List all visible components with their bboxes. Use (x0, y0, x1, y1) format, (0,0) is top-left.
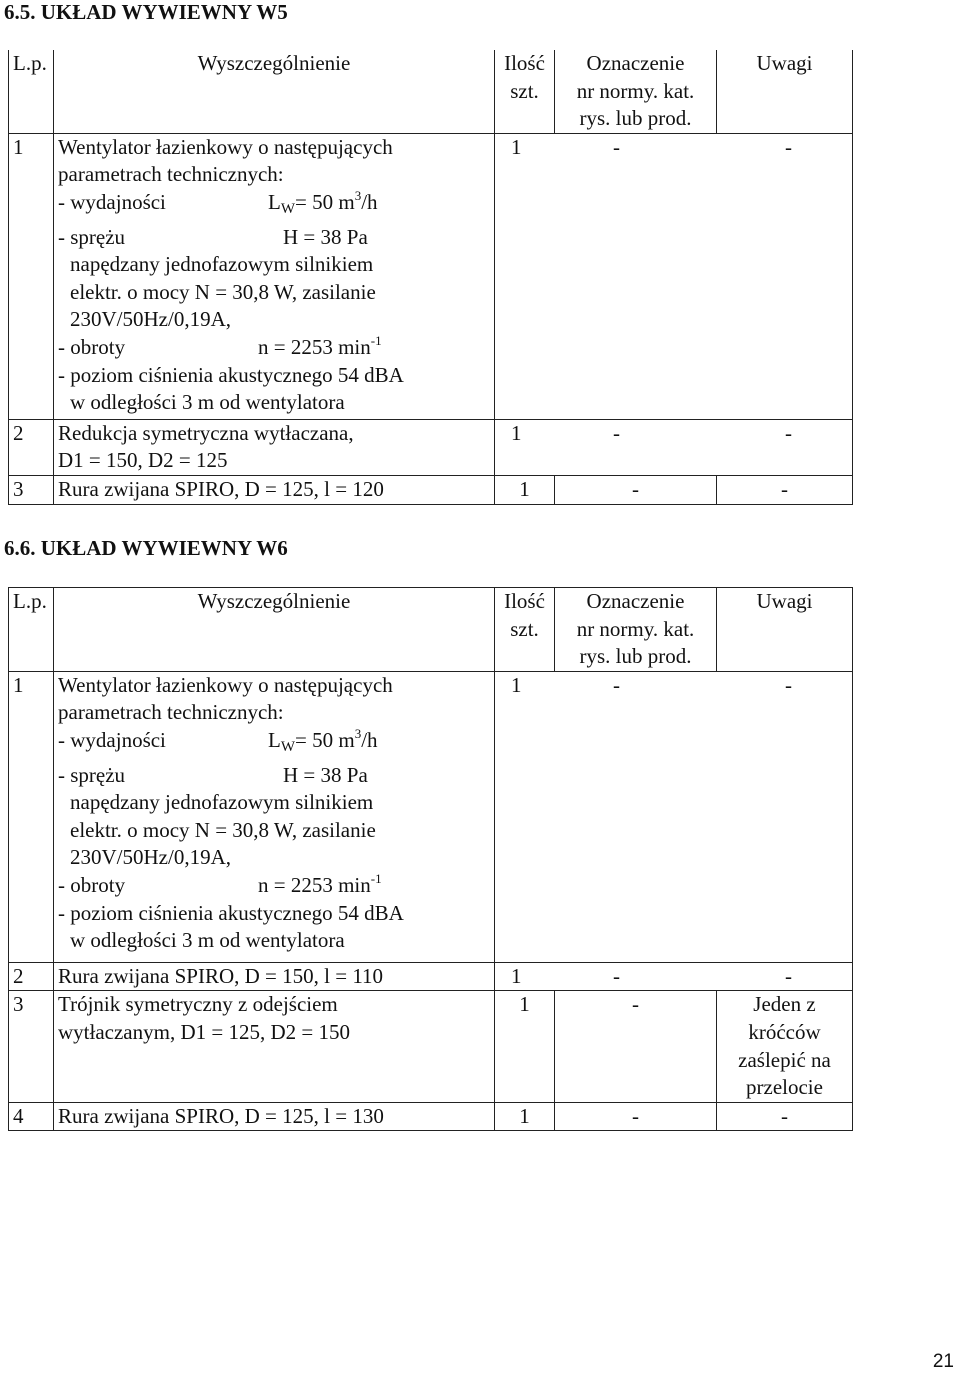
row-designation: - (555, 991, 717, 1102)
row-lp: 4 (9, 1102, 54, 1131)
header-lp: L.p. (9, 50, 54, 133)
table-row (9, 419, 853, 475)
row-lp: 2 (9, 419, 54, 475)
row-values (495, 962, 853, 991)
table-row (9, 991, 853, 1102)
row-qty: 1 (511, 420, 522, 445)
row-lp: 2 (9, 962, 54, 991)
table-row (9, 1102, 853, 1131)
table-header-row (9, 50, 853, 133)
table-row (9, 475, 853, 504)
row-description: Wentylator łazienkowy o następujących parametrach technicznych: - wydajności $L_W= 50$ $m^3/h$ - sprężu H = 38 Pa napędzany jednofazowym silnikiem elektr. o mocy N = 30,8 W, zasilanie 230V/50Hz/0,19A, - obroty n = 2253 $\min^{-1}$ - poziom ciśnienia akustycznego 54 dBA w odległości 3 m od wentylatora (54, 671, 495, 962)
header-name: Wyszczególnienie (54, 588, 495, 672)
row-designation: - (555, 1102, 717, 1131)
row-notes: - (717, 475, 853, 504)
row-description: Rura zwijana SPIRO, D = 150, l = 110 (54, 962, 495, 991)
row-lp: 1 (9, 671, 54, 962)
row-notes: Jeden z króćców zaślepić na przelocie (717, 991, 853, 1102)
header-designation: Oznaczenie nr normy. kat. rys. lub prod. (555, 588, 717, 672)
row-notes: - (785, 963, 792, 988)
row-notes: - (785, 134, 792, 159)
header-lp: L.p. (9, 588, 54, 672)
row-description: Trójnik symetryczny z odejściem wytłaczanym, D1 = 125, D2 = 150 (54, 991, 495, 1102)
row-notes: - (785, 672, 792, 697)
header-qty: Ilość szt. (495, 588, 555, 672)
row-values (495, 671, 853, 962)
row-qty: 1 (511, 672, 522, 697)
table-w6 (8, 587, 853, 1131)
page-number: 21 (932, 1351, 954, 1372)
row-description: Wentylator łazienkowy o następujących parametrach technicznych: - wydajności $L_W= 50$ $m^3/h$ - sprężu H = 38 Pa napędzany jednofazowym silnikiem elektr. o mocy N = 30,8 W, zasilanie 230V/50Hz/0,19A, - obroty n = 2253 $\min^{-1}$ - poziom ciśnienia akustycznego 54 dBA w odległości 3 m od wentylatora (54, 133, 495, 419)
row-qty: 1 (495, 991, 555, 1102)
row-description: Redukcja symetryczna wytłaczana, D1 = 150, D2 = 125 (54, 419, 495, 475)
row-lp: 3 (9, 991, 54, 1102)
row-qty: 1 (495, 475, 555, 504)
row-description: Rura zwijana SPIRO, D = 125, l = 120 (54, 475, 495, 504)
header-notes: Uwagi (717, 588, 853, 672)
row-lp: 1 (9, 133, 54, 419)
table-row (9, 962, 853, 991)
row-lp: 3 (9, 475, 54, 504)
header-name: Wyszczególnienie (54, 50, 495, 133)
table-w5 (8, 50, 853, 505)
row-qty: 1 (511, 134, 522, 159)
row-qty: 1 (495, 1102, 555, 1131)
row-notes: - (785, 420, 792, 445)
row-notes: - (717, 1102, 853, 1131)
table-row (9, 671, 853, 962)
table-header-row (9, 588, 853, 672)
row-description: Rura zwijana SPIRO, D = 125, l = 130 (54, 1102, 495, 1131)
section-heading-w6: 6.6. UKŁAD WYWIEWNY W6 (4, 536, 288, 560)
header-notes: Uwagi (717, 50, 853, 133)
header-designation: Oznaczenie nr normy. kat. rys. lub prod. (555, 50, 717, 133)
section-heading-w5: 6.5. UKŁAD WYWIEWNY W5 (4, 0, 288, 24)
row-designation: - (613, 420, 620, 445)
header-qty: Ilość szt. (495, 50, 555, 133)
row-designation: - (555, 475, 717, 504)
row-qty: 1 (511, 963, 522, 988)
row-designation: - (613, 134, 620, 159)
row-values (495, 133, 853, 419)
row-values (495, 419, 853, 475)
row-designation: - (613, 963, 620, 988)
row-designation: - (613, 672, 620, 697)
table-row (9, 133, 853, 419)
